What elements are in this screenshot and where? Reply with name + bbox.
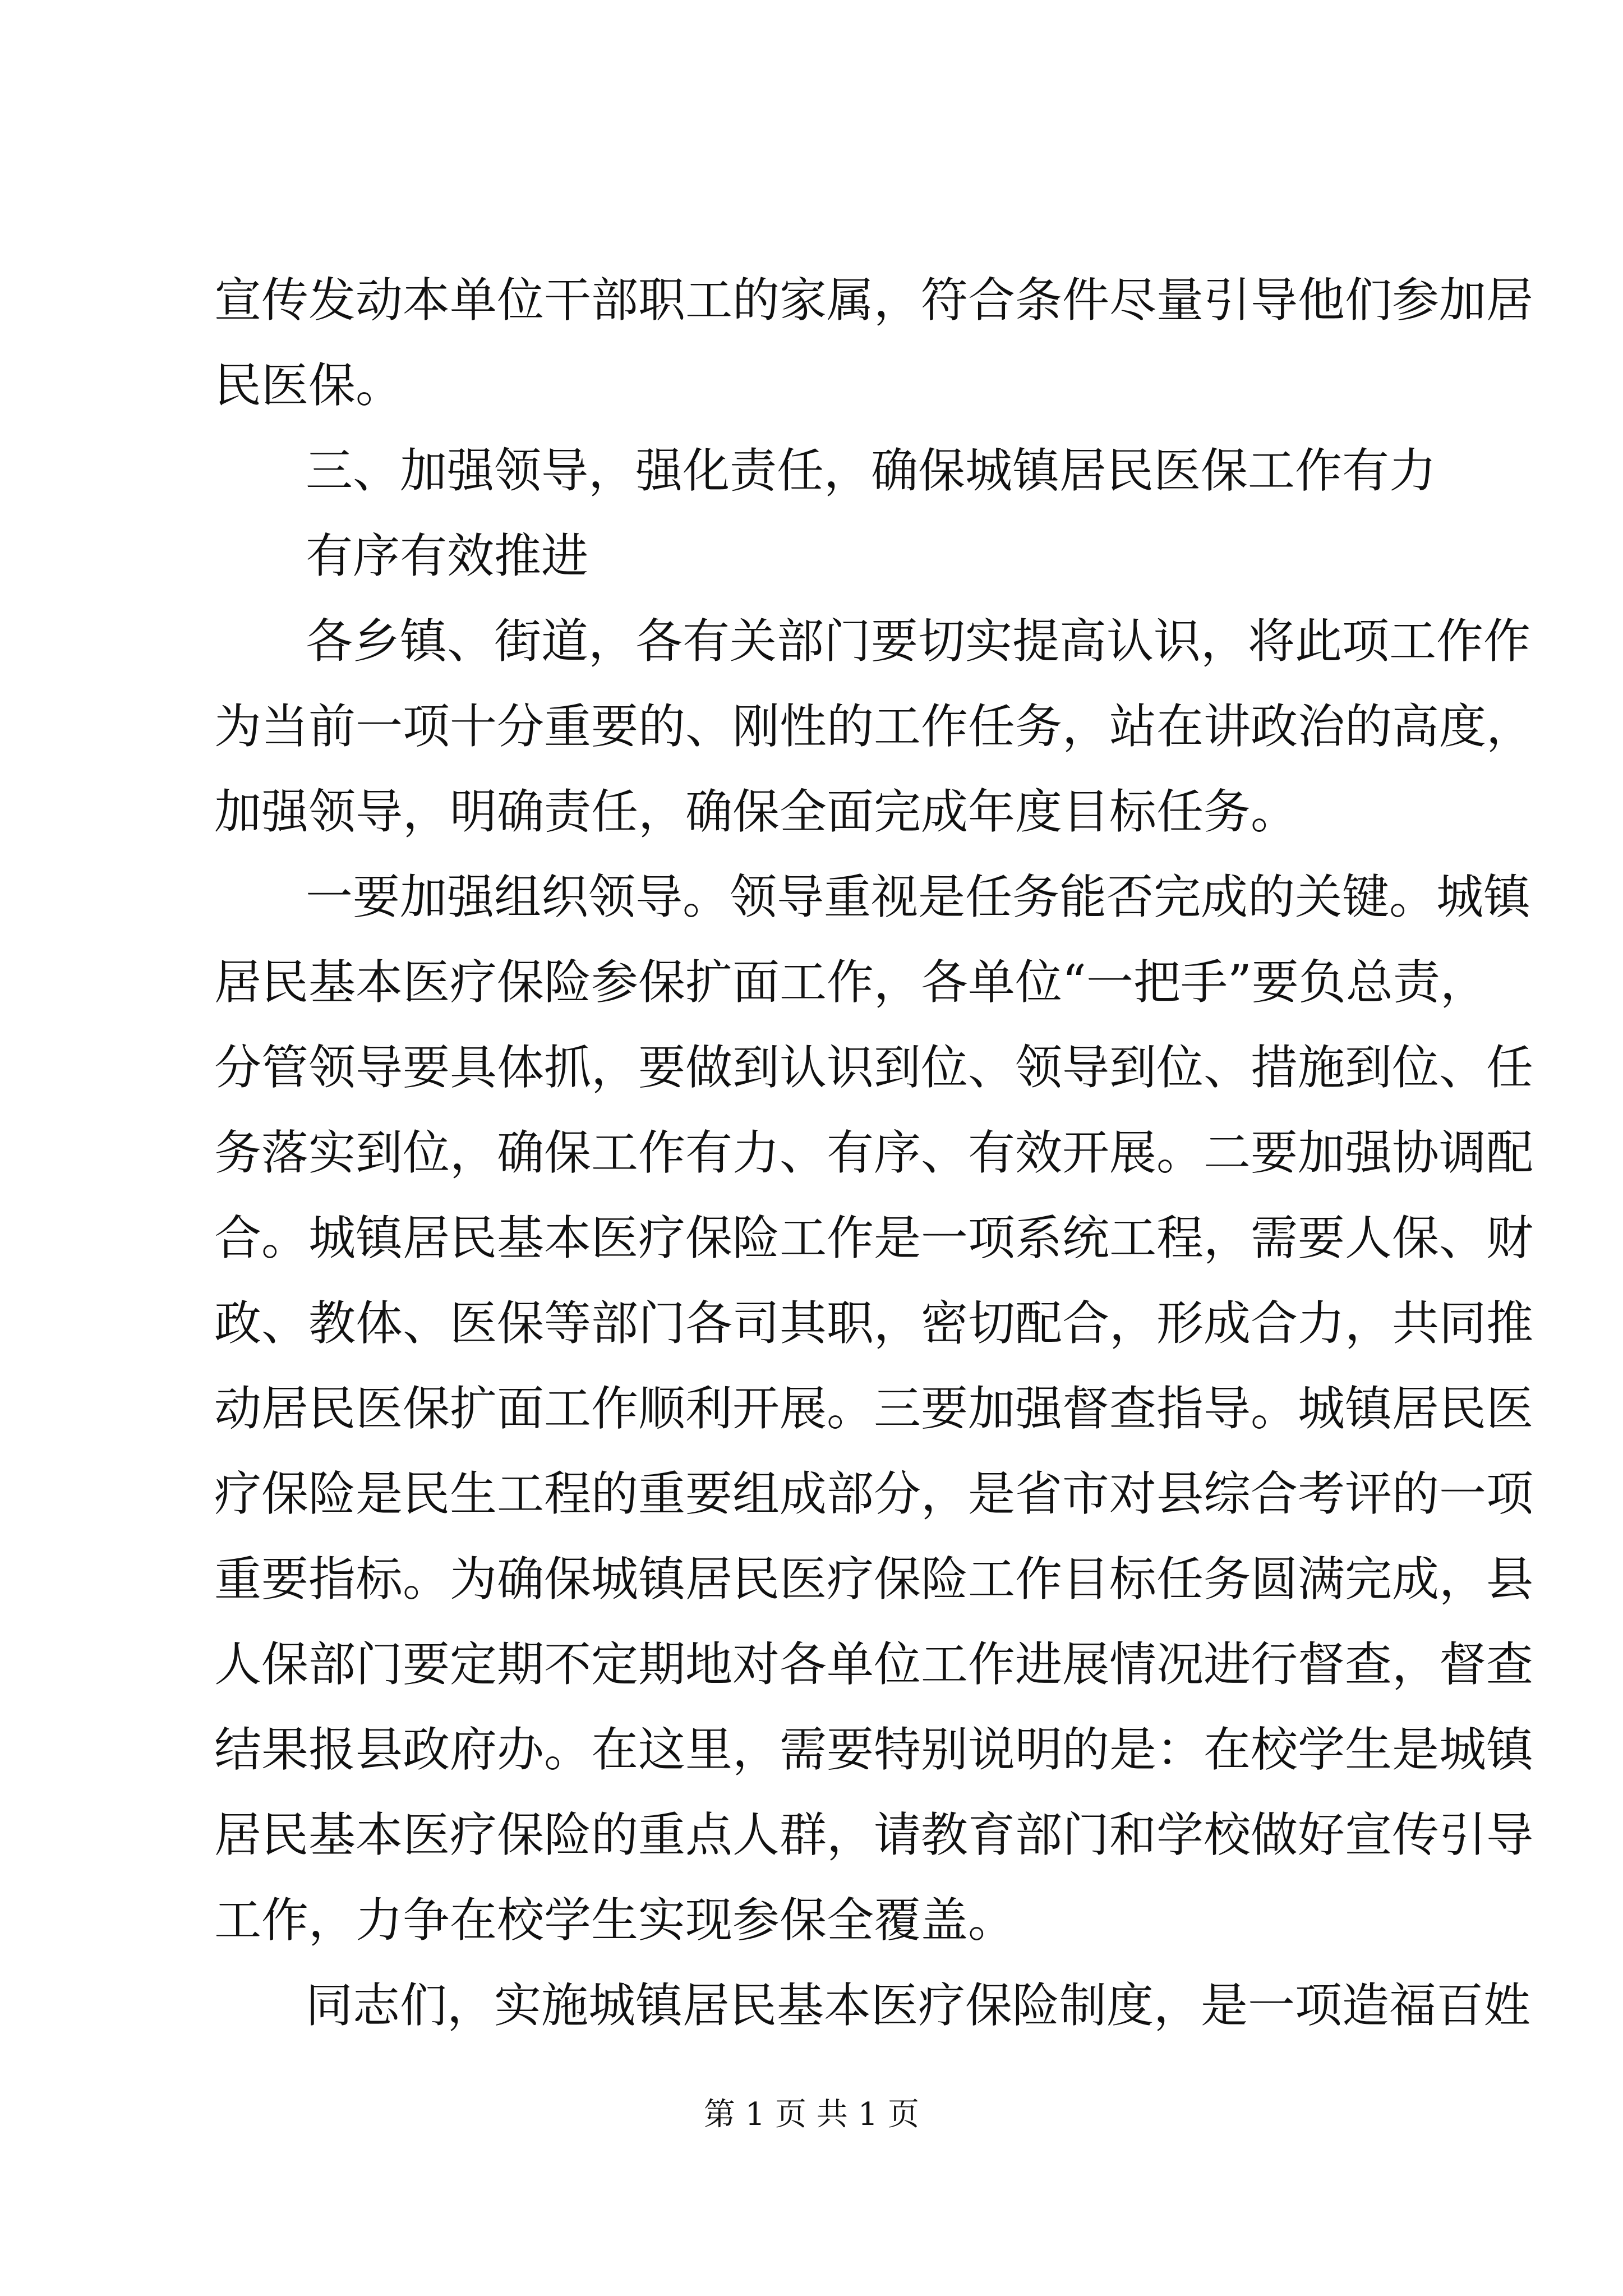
text-line: 结果报县政府办。在这里，需要特别说明的是：在校学生是城镇: [214, 1722, 1534, 1777]
text-line: 分管领导要具体抓，要做到认识到位、领导到位、措施到位、任: [214, 1040, 1534, 1095]
text-line: 合。城镇居民基本医疗保险工作是一项系统工程，需要人保、财: [214, 1211, 1534, 1266]
text-line: 务落实到位，确保工作有力、有序、有效开展。二要加强协调配: [214, 1125, 1534, 1180]
text-line: 为当前一项十分重要的、刚性的工作任务，站在讲政治的高度，: [214, 699, 1534, 754]
text-line: 工作，力争在校学生实现参保全覆盖。: [214, 1893, 1016, 1948]
section-heading-continued: 有序有效推进: [306, 528, 589, 583]
section-heading: 三、加强领导，强化责任，确保城镇居民医保工作有力: [306, 443, 1437, 498]
text-line: 一要加强组织领导。领导重视是任务能否完成的关键。城镇: [306, 869, 1531, 924]
text-line: 人保部门要定期不定期地对各单位工作进展情况进行督查，督查: [214, 1637, 1534, 1692]
text-line: 宣传发动本单位干部职工的家属，符合条件尽量引导他们参加居: [214, 273, 1534, 328]
text-line: 加强领导，明确责任，确保全面完成年度目标任务。: [214, 784, 1298, 839]
text-line: 疗保险是民生工程的重要组成部分，是省市对县综合考评的一项: [214, 1466, 1534, 1521]
text-line: 动居民医保扩面工作顺利开展。三要加强督查指导。城镇居民医: [214, 1381, 1534, 1436]
text-line: 各乡镇、街道，各有关部门要切实提高认识，将此项工作作: [306, 614, 1531, 669]
text-line: 居民基本医疗保险参保扩面工作，各单位“一把手”要负总责，: [214, 955, 1487, 1010]
text-line: 居民基本医疗保险的重点人群，请教育部门和学校做好宣传引导: [214, 1807, 1534, 1862]
text-line: 同志们，实施城镇居民基本医疗保险制度，是一项造福百姓: [306, 1978, 1531, 2033]
page-footer: 第 1 页 共 1 页: [703, 2096, 920, 2133]
text-line: 民医保。: [214, 358, 403, 413]
text-line: 政、教体、医保等部门各司其职，密切配合，形成合力，共同推: [214, 1296, 1534, 1351]
text-line: 重要指标。为确保城镇居民医疗保险工作目标任务圆满完成，县: [214, 1552, 1534, 1607]
